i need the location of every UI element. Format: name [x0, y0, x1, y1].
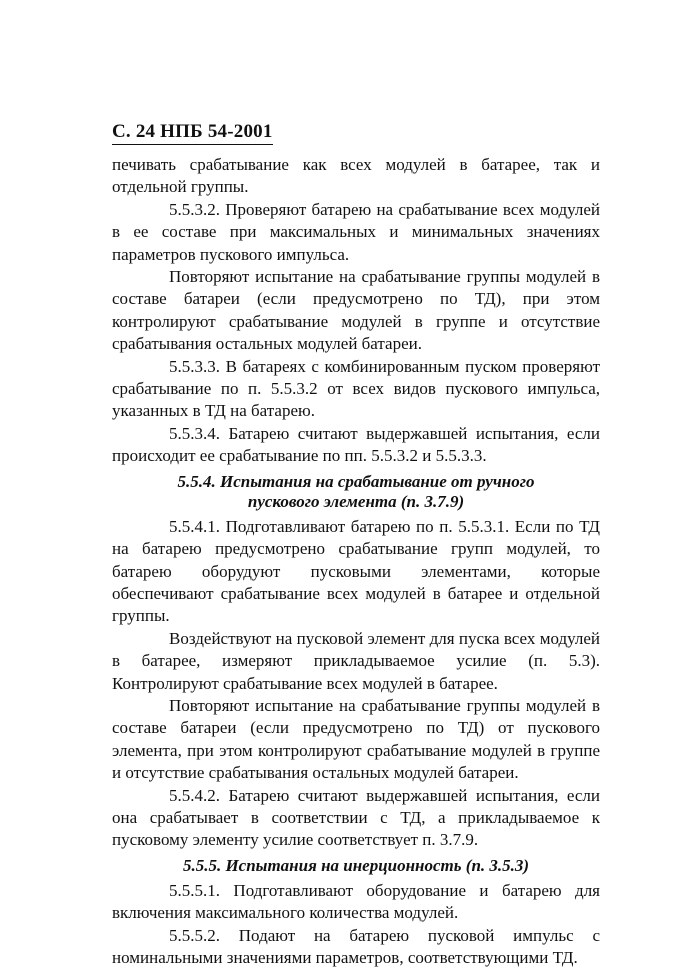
- paragraph-apply-force: Воздействуют на пусковой элемент для пуска всех модулей в батарее, измеряют прикладываемое усилие (п. 5.3). Контролируют срабатывание всех модулей в батарее.: [112, 628, 600, 693]
- paragraph-repeat-group: Повторяют испытание на срабатывание группы модулей в составе батареи (если предусмотрено по ТД), при этом контролируют срабатывание модулей в группе и отсутствие срабатывания остальных модулей батареи.: [112, 267, 600, 354]
- section-heading-5-5-4-line1: 5.5.4. Испытания на срабатывание от ручного: [177, 471, 535, 491]
- paragraph-5-5-3-2: 5.5.3.2. Проверяют батарею на срабатывание всех модулей в ее составе при максимальных и минимальных значениях параметров пускового импульса.: [112, 199, 600, 264]
- paragraph-5-5-5-1: 5.5.5.1. Подготавливают оборудование и батарею для включения максимального количества модулей.: [112, 880, 600, 923]
- paragraph-5-5-4-2: 5.5.4.2. Батарею считают выдержавшей испытания, если она срабатывает в соответствии с ТД, а прикладываемое к пусковому элементу усилие соответствует п. 3.7.9.: [112, 785, 600, 850]
- section-heading-5-5-5: [112, 856, 600, 876]
- section-heading-5-5-4-line2: пускового элемента (п. 3.7.9): [247, 491, 465, 511]
- paragraph-5-5-3-3: 5.5.3.3. В батареях с комбинированным пуском проверяют срабатывание по п. 5.5.3.2 от всех видов пускового импульса, указанных в ТД на батарею.: [112, 356, 600, 421]
- page-header: С. 24 НПБ 54-2001: [112, 121, 273, 145]
- page-body: [112, 154, 600, 969]
- paragraph-repeat-group-manual: Повторяют испытание на срабатывание группы модулей в составе батареи (если предусмотрено по ТД) от пускового элемента, при этом контролируют срабатывание модулей в группе и отсутствие срабатывания остальных модулей батареи.: [112, 695, 600, 783]
- paragraph-5-5-4-1: 5.5.4.1. Подготавливают батарею по п. 5.5.3.1. Если по ТД на батарею предусмотрено срабатывание групп модулей, то батарею оборудуют пусковыми элементами, которые обеспечивают срабатывание всех модулей в батарее и отдельной группы.: [112, 516, 600, 626]
- paragraph-continuation: печивать срабатывание как всех модулей в батарее, так и отдельной группы.: [112, 155, 600, 197]
- section-heading-5-5-4: [112, 472, 600, 512]
- section-heading-5-5-5-line1: 5.5.5. Испытания на инерционность (п. 3.5.3): [182, 855, 530, 875]
- paragraph-5-5-3-4: 5.5.3.4. Батарею считают выдержавшей испытания, если происходит ее срабатывание по пп. 5.5.3.2 и 5.5.3.3.: [112, 423, 600, 466]
- paragraph-5-5-5-2: 5.5.5.2. Подают на батарею пусковой импульс с номинальными значениями параметров, соответствующими ТД.: [112, 925, 600, 967]
